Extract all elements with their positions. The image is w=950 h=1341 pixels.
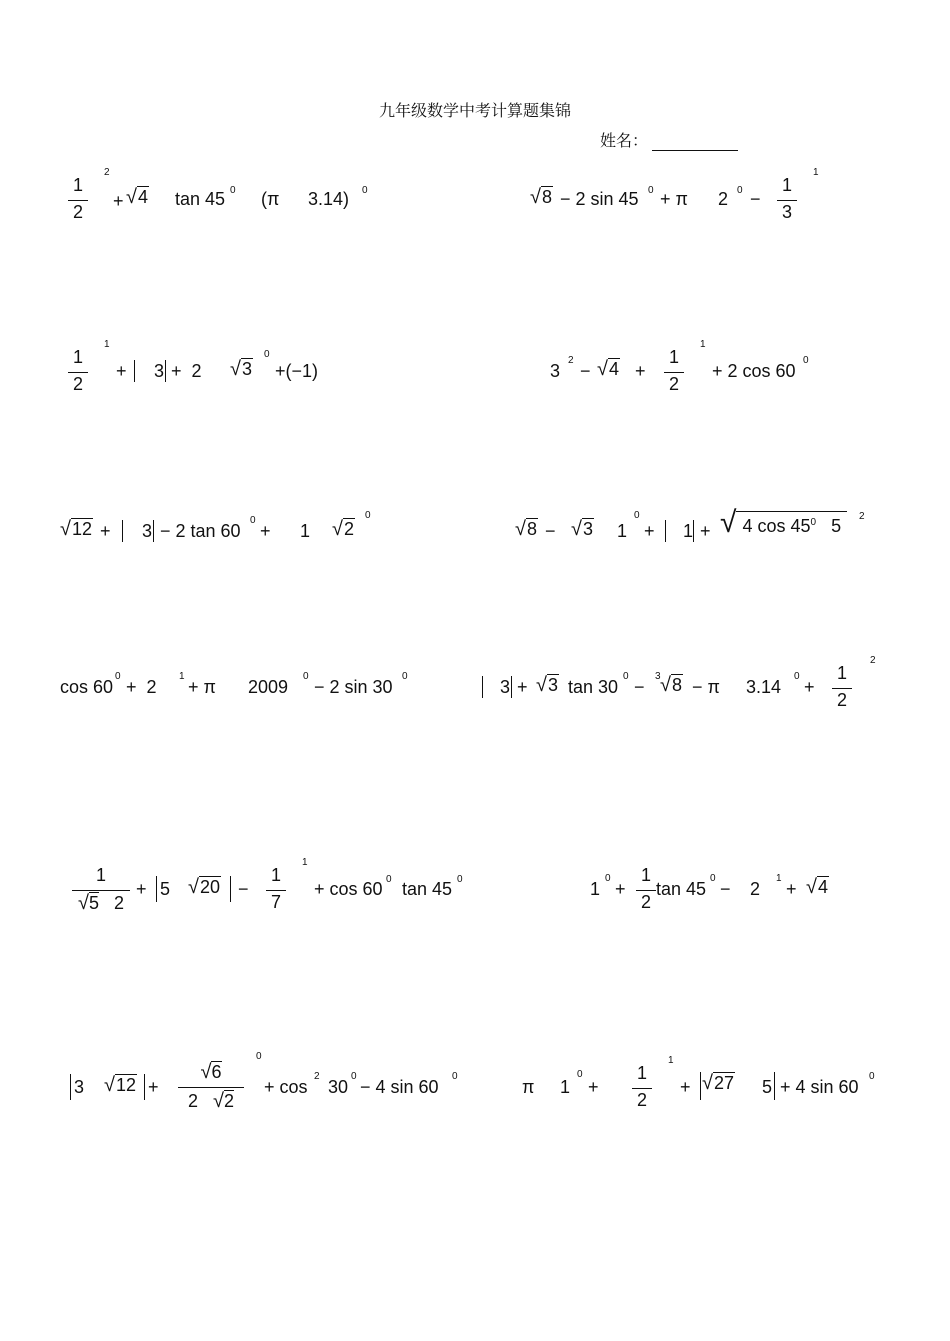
sqrt: √4 (126, 186, 148, 208)
fraction: 1 2 (68, 176, 88, 225)
page-title: 九年级数学中考计算题集锦 (378, 101, 571, 120)
name-field[interactable] (600, 128, 738, 151)
name-blank-line[interactable] (652, 134, 738, 151)
name-label: 姓名： (600, 131, 649, 150)
